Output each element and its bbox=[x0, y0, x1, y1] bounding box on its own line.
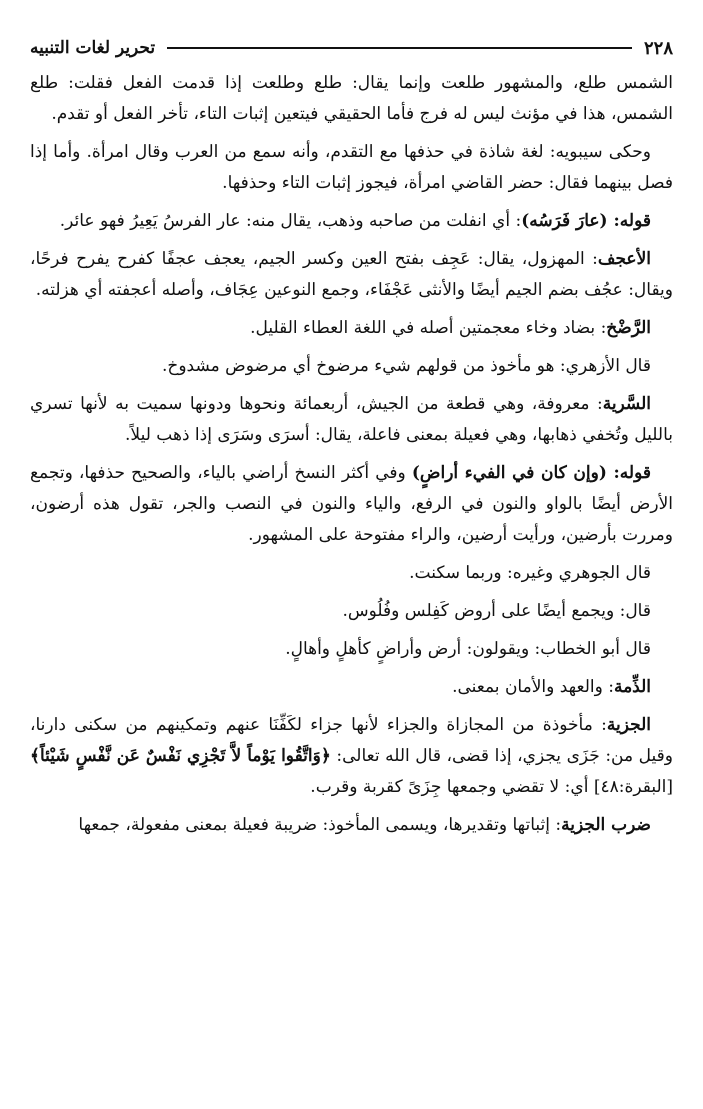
paragraph-13 bbox=[30, 710, 673, 803]
entry-term: الرَّضْخ bbox=[606, 318, 651, 338]
paragraph-14 bbox=[30, 810, 673, 841]
paragraph-3 bbox=[30, 206, 673, 237]
body-text bbox=[30, 68, 673, 841]
paragraph-11 bbox=[30, 634, 673, 665]
paragraph-text-after: [البقرة:٤٨] أي: لا تقضي وجمعها جِزَىً كقربة وقرب. bbox=[310, 777, 673, 797]
entry-term: ضرب الجزية bbox=[561, 815, 651, 835]
paragraph-text: : أي انفلت من صاحبه وذهب، يقال منه: عار الفرسُ يَعِيرُ فهو عائر. bbox=[59, 211, 522, 231]
paragraph-6 bbox=[30, 351, 673, 382]
paragraph-4 bbox=[30, 244, 673, 306]
paragraph-text: قال: ويجمع أيضًا على أروض كَفِلس وفُلُوس. bbox=[342, 601, 651, 621]
entry-term: قوله: (عارَ فَرَسُه) bbox=[521, 211, 651, 231]
header-rule bbox=[167, 47, 632, 49]
entry-term: السَّرية bbox=[602, 394, 651, 414]
paragraph-12 bbox=[30, 672, 673, 703]
page-header bbox=[30, 28, 673, 68]
paragraph-text: : إثباتها وتقديرها، ويسمى المأخوذ: ضريبة فعيلة بمعنى مفعولة، جمعها bbox=[78, 815, 562, 835]
paragraph-5 bbox=[30, 313, 673, 344]
running-title: تحرير لغات التنبيه bbox=[30, 38, 156, 58]
paragraph-text: : المهزول، يقال: عَجِف بفتح العين وكسر الجيم، يعجف عجفًا كفرح يفرح فرحًا، ويقال: عجُف بضم الجيم أيضًا والأنثى عَجْفَاء، وجمع النوعين عِجَاف، وأصله أعجفته أي هزلته. bbox=[30, 249, 673, 300]
paragraph-text: قال الجوهري وغيره: وربما سكنت. bbox=[409, 563, 651, 583]
paragraph-text: وفي أكثر النسخ أراضي بالياء، والصحيح حذفها، وتجمع الأرض أيضًا بالواو والنون في الرفع، والياء والنون في النصب والجر، تقول هذه أرضون، ومررت بأرضين، ورأيت أرضين، والراء مفتوحة على المشهور. bbox=[30, 463, 673, 545]
paragraph-10 bbox=[30, 596, 673, 627]
entry-term: الجزية bbox=[606, 715, 651, 735]
entry-term: الذِّمة bbox=[613, 677, 651, 697]
paragraph-text: : مأخوذة من المجازاة والجزاء لأنها جزاء لكَفِّنَا عنهم وتمكينهم من سكنى دارنا، وقيل من: جَزَى يجزي، إذا قضى، قال الله تعالى: bbox=[30, 715, 673, 766]
quran-quote: ﴿وَاتَّقُوا يَوْماً لاَّ تَجْزِي نَفْسٌ عَن نَّفْسٍ شَيْئاً﴾ bbox=[30, 746, 331, 766]
paragraph-2 bbox=[30, 137, 673, 199]
paragraph-text: : بضاد وخاء معجمتين أصله في اللغة العطاء القليل. bbox=[250, 318, 607, 338]
document-page bbox=[30, 28, 673, 848]
page-number: ٢٢٨ bbox=[643, 37, 673, 59]
paragraph-text: : معروفة، وهي قطعة من الجيش، أربعمائة ونحوها ودونها سميت به لأنها تسري بالليل وتُخفي ذهابها، وهي فعيلة بمعنى فاعلة، يقال: أسرَى وسَرَى إذا ذهب ليلاً. bbox=[30, 394, 673, 445]
paragraph-1 bbox=[30, 68, 673, 130]
paragraph-9 bbox=[30, 558, 673, 589]
paragraph-text: قال أبو الخطاب: ويقولون: أرض وأراضٍ كأهلٍ وأهالٍ. bbox=[285, 639, 651, 659]
paragraph-text: الشمس طلع، والمشهور طلعت وإنما يقال: طلع وطلعت إذا قدمت الفعل فقلت: طلع الشمس، هذا في مؤنث ليس له فرج فأما الحقيقي فيتعين إثبات التاء، تأخر الفعل أو تقدم. bbox=[30, 73, 673, 124]
paragraph-text: قال الأزهري: هو مأخوذ من قولهم شيء مرضوخ أي مرضوض مشدوخ. bbox=[161, 356, 651, 376]
entry-term: قوله: (وإن كان في الفيء أراضٍ) bbox=[411, 463, 651, 483]
entry-term: الأعجف bbox=[597, 249, 651, 269]
paragraph-7 bbox=[30, 389, 673, 451]
paragraph-text: : والعهد والأمان بمعنى. bbox=[452, 677, 614, 697]
paragraph-text: وحكى سيبويه: لغة شاذة في حذفها مع التقدم، وأنه سمع من العرب وقال امرأة. وأما إذا فصل بينهما فقال: حضر القاضي امرأة، فيجوز إثبات التاء وحذفها. bbox=[30, 142, 673, 193]
paragraph-8 bbox=[30, 458, 673, 551]
